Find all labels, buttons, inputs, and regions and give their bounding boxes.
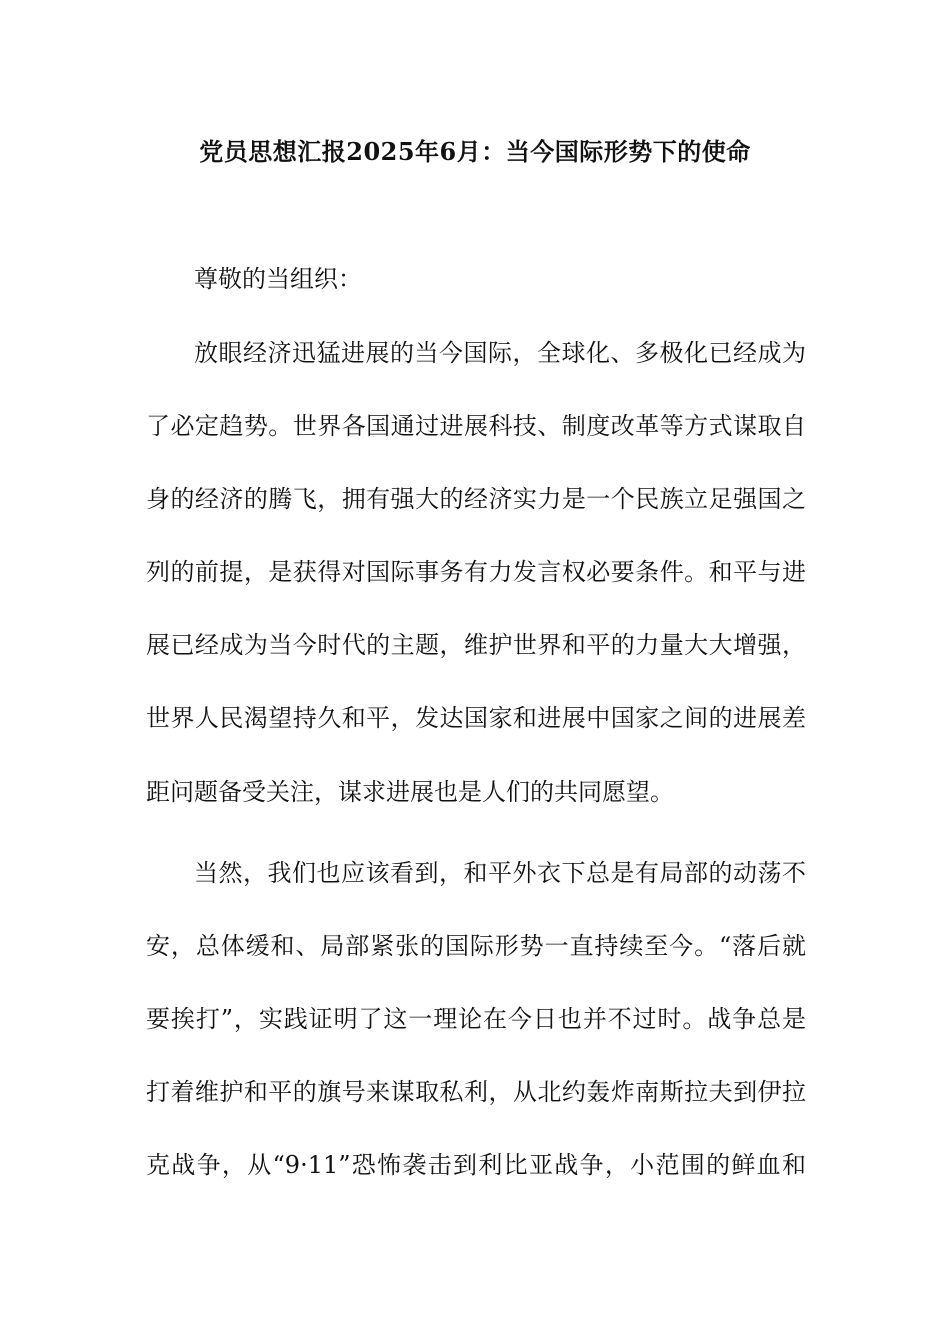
paragraph-line: 打着维护和平的旗号来谋取私利，从北约轰炸南斯拉夫到伊拉 <box>146 1078 806 1106</box>
paragraph-line: 列的前提，是获得对国际事务有力发言权必要条件。和平与进 <box>146 558 806 586</box>
paragraph-line: 距问题备受关注，谋求进展也是人们的共同愿望。 <box>146 778 674 806</box>
paragraph-line: 当然，我们也应该看到，和平外衣下总是有局部的动荡不 <box>194 859 806 887</box>
paragraph-line: 了必定趋势。世界各国通过进展科技、制度改革等方式谋取自 <box>146 412 806 440</box>
salutation: 尊敬的当组织： <box>194 265 362 293</box>
paragraph-line: 克战争，从“9·11”恐怖袭击到利比亚战争，小范围的鲜血和 <box>146 1151 806 1179</box>
paragraph-line: 身的经济的腾飞，拥有强大的经济实力是一个民族立足强国之 <box>146 485 806 513</box>
paragraph-line: 展已经成为当今时代的主题，维护世界和平的力量大大增强， <box>146 631 806 659</box>
paragraph-line: 要挨打”，实践证明了这一理论在今日也并不过时。战争总是 <box>146 1005 806 1033</box>
paragraph-line: 放眼经济迅猛进展的当今国际，全球化、多极化已经成为 <box>194 339 806 367</box>
paragraph-line: 世界人民渴望持久和平，发达国家和进展中国家之间的进展差 <box>146 704 806 732</box>
paragraph-line: 安，总体缓和、局部紧张的国际形势一直持续至今。“落后就 <box>146 932 806 960</box>
document-title: 党员思想汇报2025年6月：当今国际形势下的使命 <box>199 137 751 166</box>
